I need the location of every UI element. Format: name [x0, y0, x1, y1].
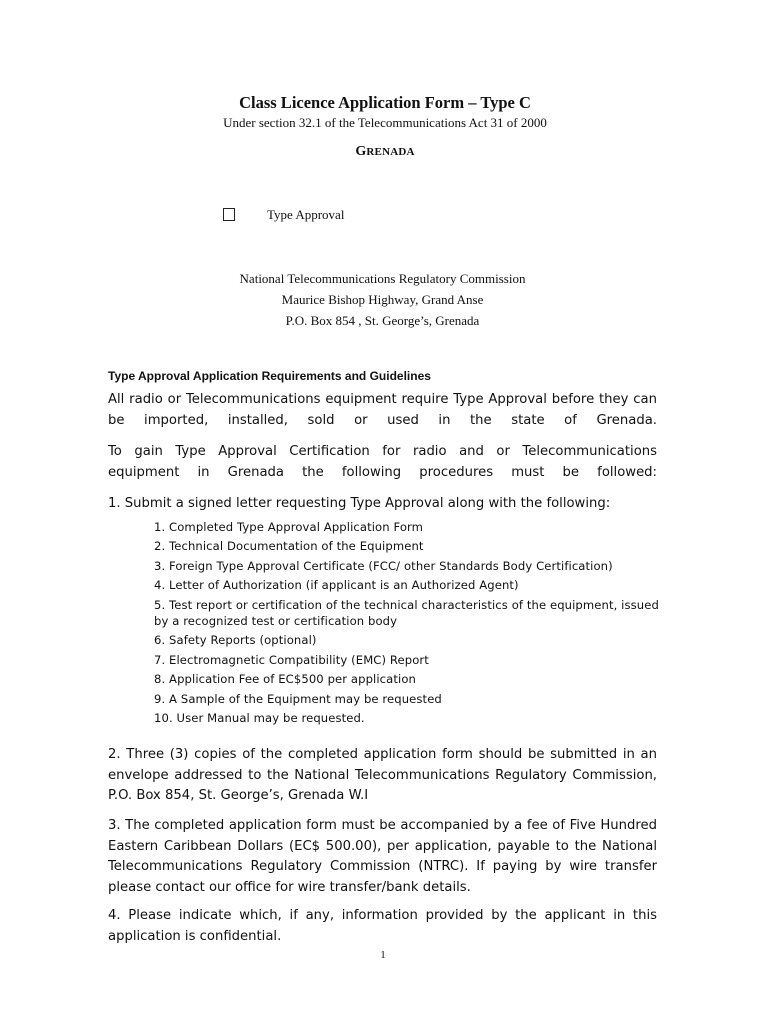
address-line-3: P.O. Box 854 , St. George’s, Grenada [285, 313, 480, 328]
country-rest: RENADA [366, 146, 415, 158]
form-title: Class Licence Application Form – Type C [239, 93, 531, 112]
section-heading: Type Approval Application Requirements and Guidelines [108, 369, 431, 383]
address-line-1: National Telecommunications Regulatory Commission [239, 271, 526, 286]
list-item: 2. Technical Documentation of the Equipment [154, 539, 424, 554]
list-item: 9. A Sample of the Equipment may be requested [154, 691, 442, 706]
intro-paragraph-1: All radio or Telecommunications equipment require Type Approval before they can be imported, installed, sold or used in the state of Grenada. [108, 392, 657, 428]
commission-address [0, 268, 765, 331]
form-subtitle: Under section 32.1 of the Telecommunications Act 31 of 2000 [223, 115, 547, 130]
step-1-paragraph: 1. Submit a signed letter requesting Type Approval along with the following: [108, 496, 611, 511]
list-item: 6. Safety Reports (optional) [154, 633, 317, 648]
type-approval-label: Type Approval [267, 207, 345, 222]
step-2-paragraph: 2. Three (3) copies of the completed application form should be submitted in an envelope addressed to the National Telecommunications Regulatory Commission, P.O. Box 854, St. George’s, Grenada W.I [108, 747, 657, 803]
country-name [0, 144, 770, 160]
step-4-paragraph: 4. Please indicate which, if any, information provided by the applicant in this application is confidential. [108, 908, 657, 944]
page-number: 1 [380, 949, 386, 961]
list-item: 4. Letter of Authorization (if applicant is an Authorized Agent) [154, 578, 519, 593]
list-item: 3. Foreign Type Approval Certificate (FCC/ other Standards Body Certification) [154, 558, 613, 573]
list-item: 8. Application Fee of EC$500 per application [154, 672, 416, 687]
country-initial: G [355, 144, 367, 159]
list-item: 10. User Manual may be requested. [154, 711, 365, 726]
list-item: 1. Completed Type Approval Application Form [154, 520, 424, 534]
requirements-list [154, 520, 664, 731]
list-item: 5. Test report or certification of the technical characteristics of the equipment, issued by a recognized test or certification body [154, 597, 659, 628]
address-line-2: Maurice Bishop Highway, Grand Anse [281, 292, 484, 307]
step-3-paragraph: 3. The completed application form must be accompanied by a fee of Five Hundred Eastern Caribbean Dollars (EC$ 500.00), per application, payable to the National Telecommunications Regulatory Commission (NTRC). If paying by wire transfer please contact our office for wire transfer/bank details. [108, 818, 657, 895]
type-approval-checkbox[interactable] [223, 208, 235, 221]
intro-paragraph-2: To gain Type Approval Certification for radio and or Telecommunications equipment in Grenada the following procedures must be followed: [108, 444, 657, 480]
list-item: 7. Electromagnetic Compatibility (EMC) Report [154, 652, 429, 667]
